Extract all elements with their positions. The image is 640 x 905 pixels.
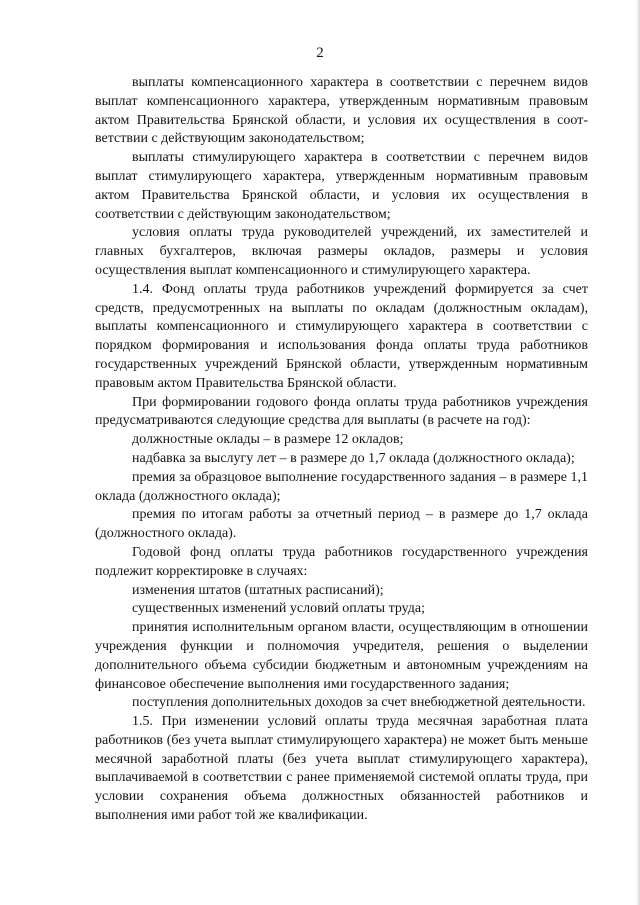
paragraph-compensation-payments: выплаты компенсационного характера в соответствии с перечнем видов выплат компенсационного характера, утвержденным нормативным правовым актом Правительства Брянской области, и условия их осуществления в соответствии с действующим законодательством;: [95, 75, 588, 147]
paragraph-manager-pay-conditions: условия оплаты труда руководителей учреждений, их заместителей и главных бухгалтеров, включая размеры окладов, размеры и условия осуществления выплат компенсационного и стимулирующего характера.: [95, 225, 588, 278]
paragraph-extra-income: поступления дополнительных доходов за счет внебюджетной деятельности.: [132, 695, 586, 711]
paragraph-section-1-4: 1.4. Фонд оплаты труда работников учреждений формируется за счет средств, предусмотренных на выплаты по окладам (должностным окладам), выплаты компенсационного и стимулирующего характера в соответствии с порядком формирования и использования фонда оплаты труда работников государственных учреждений Брянской области, утвержденным нормативным правовым актом Правительства Брянской области.: [95, 281, 588, 391]
scan-edge-shadow: [636, 0, 640, 905]
paragraph-exemplary-performance-bonus: премия за образцовое выполнение государственного задания – в размере 1,1 оклада (должностного оклада);: [95, 469, 588, 504]
paragraph-founder-decision: принятия исполнительным органом власти, осуществляющим в отношении учреждения функции и полномочия учредителя, решения о выделении дополнительного объема субсидии бюджетным и автономным учреждениям на финансовое обеспечение выполнения ими государственного задания;: [95, 620, 588, 692]
paragraph-section-1-5: 1.5. При изменении условий оплаты труда месячная заработная плата работников (без учета выплат стимулирующего характера) не может быть меньше месячной заработной платы (без учета выплат стимулирующего характера), выплачиваемой в соответствии с ранее применяемой системой оплаты труда, при условии сохранения объема должностных обязанностей работников и выполнения ими работ той же квалификации.: [95, 714, 588, 824]
document-body: [95, 74, 588, 826]
paragraph-annual-fund-formation: При формировании годового фонда оплаты труда работников учреждения предусматриваются следующие средства для выплаты (в расчете на год):: [95, 394, 588, 429]
paragraph-period-results-bonus: премия по итогам работы за отчетный период – в размере до 1,7 оклада (должностного оклада).: [95, 507, 588, 542]
paragraph-incentive-payments: выплаты стимулирующего характера в соответствии с перечнем видов выплат стимулирующего характера, утвержденным нормативным правовым актом Правительства Брянской области, и условия их осуществления в соответствии с действующим законодательством;: [95, 150, 588, 222]
paragraph-staff-changes: изменения штатов (штатных расписаний);: [132, 582, 384, 598]
paragraph-pay-condition-changes: существенных изменений условий оплаты труда;: [132, 601, 426, 617]
paragraph-salaries: должностные оклады – в размере 12 окладов;: [132, 432, 404, 448]
page-number: 2: [316, 45, 324, 61]
paragraph-seniority-bonus: надбавка за выслугу лет – в размере до 1,7 оклада (должностного оклада);: [132, 450, 575, 466]
paragraph-fund-adjustment: Годовой фонд оплаты труда работников государственного учреждения подлежит корректировке в случаях:: [95, 544, 588, 579]
